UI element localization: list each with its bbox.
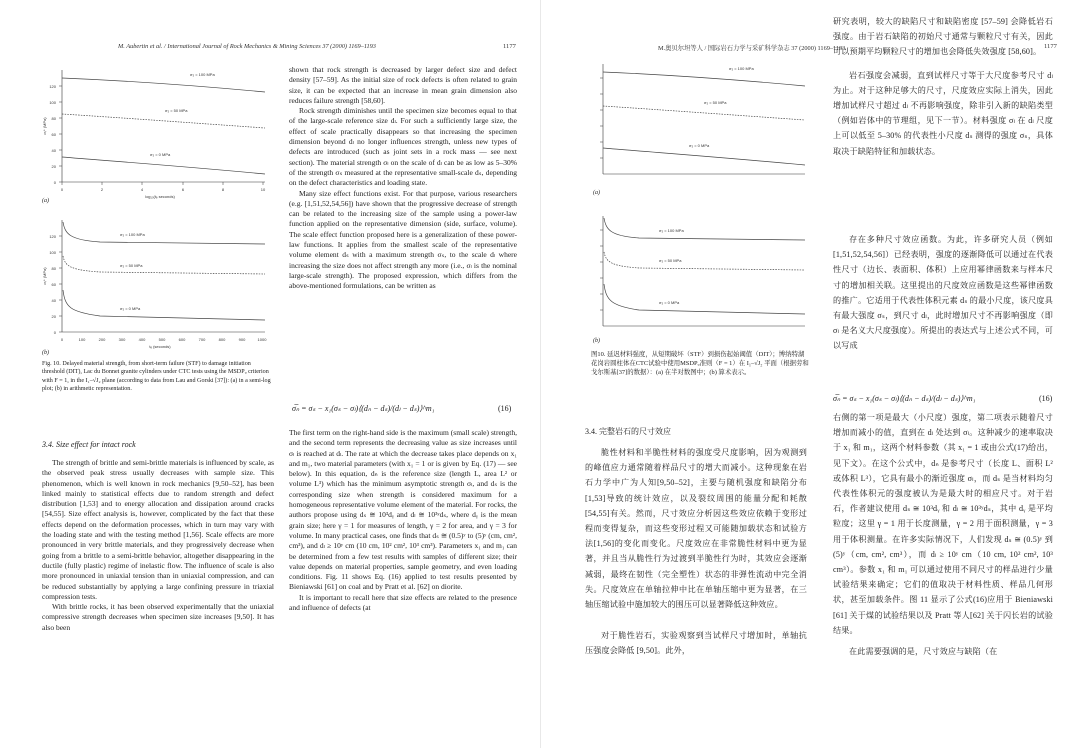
paragraph: It is important to recall here that size effects are related to the presence and influence of defects (at [289, 592, 517, 613]
equation-16: σ̅ₙ = σₛ − x₁(σₛ − σₗ)⟨(dₙ − dₛ)/(dₗ − dₛ)⟩^m₁ [833, 394, 976, 403]
paragraph: 存在多种尺寸效应函数。为此，许多研究人员（例如 [1,51,52,54,56]）已经表明，强度的逐渐降低可以通过在代表性尺寸（边长、表面积、体积）上应用幂律函数来与样本尺寸的增加相关联。这里提出的尺度效应函数是这些幂律函数的推广。它适用于代表性体积元素 dₛ 的最小尺度，该尺度具有最大强度 σₛ，到尺寸 dₗ，此时增加尺寸不再影响强度（即 σₗ 是名义大尺度强度）。所提出的表达式与上述公式不同，可以写成 [833, 235, 1053, 351]
curve-label: σ₃ = 0 MPa [659, 300, 680, 305]
x-tick: 300 [118, 337, 126, 342]
curve-0mpa [62, 157, 265, 174]
figure-10-panel-b-cn [589, 210, 807, 338]
page-number: 1177 [503, 43, 516, 50]
x-tick: 0 [60, 337, 64, 342]
x-tick: 4 [140, 187, 144, 192]
curve-label: σ₃ = 0 MPa [689, 143, 710, 148]
x-tick: 6 [181, 187, 185, 192]
curve-0mpa [603, 148, 805, 165]
x-tick: 2 [100, 187, 104, 192]
figure-caption: Fig. 10. Delayed material strength, from short-term failure (STF) to damage initiation threshold (DIT), Lac du Bonnet granite cylinders under CTC tests using the MSDPᵤ criterion with F = 1, in the I₁–√J₂ plane (according to data from Lau and Gorski [37]): (a) in a semi-log plot; (b) in arithmetic representation. [42, 361, 271, 392]
running-head: M.奥贝尔坦等人 / 国际岩石力学与采矿科学杂志 37 (2000) 1169–1193 [658, 45, 846, 52]
panel-b-plot [589, 210, 807, 338]
panel-b-label: (b) [42, 350, 49, 356]
paragraph: 在此需要强调的是，尺寸效应与缺陷（在 [849, 647, 998, 657]
y-tick: 60 [51, 132, 56, 137]
panel-a-label: (a) [42, 198, 49, 204]
equation-16: σ̅ₙ = σₛ − x₁(σₛ − σₗ)⟨(dₙ − dₛ)/(dₗ − dₛ)⟩^m₁ [292, 404, 435, 413]
curve-label: σ₃ = 100 MPa [190, 72, 215, 77]
y-tick: 100 [49, 250, 56, 255]
column-2-top-body [833, 14, 1053, 159]
figure-10-panel-a [40, 62, 270, 197]
running-head: M. Aubertin et al. / International Journal of Rock Mechanics & Mining Sciences 37 (2000) 1169–1193 [118, 43, 376, 50]
y-axis-label: σₜ* (MPa) [42, 267, 47, 285]
x-tick: 800 [218, 337, 226, 342]
curve-100mpa [604, 218, 805, 240]
y-tick: 20 [51, 164, 56, 169]
y-tick: 40 [51, 298, 56, 303]
y-tick: 100 [49, 100, 56, 105]
curve-50mpa [63, 256, 265, 274]
column-2-mid-body [833, 232, 1053, 354]
panel-a-plot [589, 58, 807, 186]
paragraph: The first term on the right-hand side is the maximum (small scale) strength, and the second term represents the decreasing value as size increases until σₗ is reached at dₗ. The rate at which the decrease takes place depends on x₁ and m₁, two material parameters (with x₁ = 1 or is given by Eq. (17) — see below). In this equation, dₙ is the reference size (length L, area L² or volume L³) which has the minimum asymptotic strength σₗ, and dₛ is the corresponding size when strength is considered maximum for a homogeneous representative volume element of the material. For rocks, the authors propose using dₛ ≅ 10³dᵧ and dₗ ≅ 10³ʸdₛ, where dᵧ is the mean grain size; here γ = 1 for measures of length, γ = 2 for area, and γ = 3 for volume. In many practical cases, one finds that dₛ ≅ (0.5)ʸ to (5)ʸ (cm, cm², cm³), and dₗ ≥ 10ʸ cm (10 cm, 10² cm², 10³ cm³). Parameters x₁ and m₁ can be determined from a few test results with samples of different size; their value depends on material properties, sample geometry, and even loading conditions. Fig. 11 shows Eq. (16) applied to test results presented by Bieniawski [61] on coal and by Pratt et al. [62] on diorite. [289, 428, 517, 592]
y-tick: 120 [49, 84, 56, 89]
curve-100mpa [63, 222, 265, 244]
x-tick: 8 [221, 187, 225, 192]
x-tick: 10 [260, 187, 266, 192]
curve-100mpa [603, 72, 805, 86]
column-1-body [42, 458, 274, 633]
x-tick: 700 [198, 337, 206, 342]
section-heading: 3.4. 完整岩石的尺寸效应 [585, 427, 671, 436]
x-tick: 500 [158, 337, 166, 342]
panel-a-label: (a) [593, 190, 600, 196]
section-heading: 3.4. Size effect for intact rock [42, 440, 136, 449]
panel-b-plot [40, 212, 270, 347]
paragraph: shown that rock strength is decreased by larger defect size and defect density [57–59]. As the initial size of rock defects is often related to grain size, it can be expected that an increase in mean grain dimension also reduces failure strength [58,60]. [289, 65, 517, 105]
y-tick: 120 [49, 234, 56, 239]
curve-label: σ₃ = 100 MPa [729, 66, 754, 71]
column-2-top-body [289, 65, 517, 292]
column-1-body [585, 445, 807, 659]
y-tick: 0 [53, 180, 56, 185]
panel-a-plot [40, 62, 270, 197]
x-tick: 400 [138, 337, 146, 342]
y-tick: 80 [51, 266, 56, 271]
curve-label: σ₃ = 0 MPa [120, 306, 141, 311]
x-tick: 1000 [257, 337, 267, 342]
paragraph: 研究表明，较大的缺陷尺寸和缺陷密度 [57–59] 会降低岩石强度。由于岩石缺陷的初始尺寸通常与颗粒尺寸有关，因此可以预期平均颗粒尺寸的增加也会降低失效强度 [58,60]。 [833, 17, 1053, 57]
curve-label: σ₃ = 100 MPa [659, 228, 684, 233]
figure-10-panel-a-cn [589, 58, 807, 186]
x-tick: 200 [98, 337, 106, 342]
curve-label: σ₃ = 50 MPa [120, 263, 143, 268]
y-tick: 60 [51, 282, 56, 287]
paragraph: 右侧的第一项是最大（小尺度）强度，第二项表示随着尺寸增加而减小的值，直到在 dₗ 处达到 σₗ。这种减少的速率取决于 x₁ 和 m₁，这两个材料参数（其 x₁ = 1 或由公式(17)给出，见下文）。在这个公式中，dₙ 是参考尺寸（长度 L、面积 L² 或体积 L³），它具有最小的渐近强度 σₗ，而 dₛ 是当材料均匀代表性体积元的强度被认为是最大时的相应尺寸。对于岩石，作者建议使用 dₛ ≅ 10³dᵧ 和 dₗ ≅ 10³ʸdₛ，其中 dᵧ 是平均粒度；这里 γ = 1 用于长度测量，γ = 2 用于面积测量，γ = 3 用于体积测量。在许多实际情况下，人们发现 dₛ ≅ (0.5)ʸ 到 (5)ʸ（cm, cm², cm³），而 dₗ ≥ 10ʸ cm（10 cm, 10² cm², 10³ cm³）。参数 x₁ 和 m₁ 可以通过使用不同尺寸的样品进行少量试验结果来确定；它们的值取决于材料性质、样品几何形状，甚至加载条件。图 11 显示了公式(16)应用于 Bieniawski [61] 关于煤的试验结果以及 Pratt 等人[62] 关于闪长岩的试验结果。 [833, 413, 1053, 635]
curve-label: σ₃ = 50 MPa [704, 100, 727, 105]
curve-label: σ₃ = 100 MPa [120, 232, 145, 237]
curve-label: σ₃ = 50 MPa [659, 258, 682, 263]
y-tick: 80 [51, 116, 56, 121]
equation-number: (16) [498, 404, 512, 413]
curve-0mpa [604, 284, 805, 314]
paragraph: Many size effect functions exist. For that purpose, various researchers (e.g. [1,51,52,54,56]) have shown that the progressive decrease of strength can be related to the increasing size of the sample using a power-law function applied on the representative dimension (side, surface, volume). The scale effect function proposed here is a generalization of these power-law functions. It applies from the smallest scale of the representative volume element dₛ with a maximum strength σₛ, to the scale dₗ where increasing the size does not affect strength any more (i.e., σₗ is the nominal large-scale strength). The proposed expression, which differs from the above-mentioned formulations, can be written as [289, 188, 517, 291]
page-number: 1177 [1044, 43, 1057, 50]
x-axis-label: log₁₀(tₑ seconds) [145, 194, 175, 199]
y-tick: 40 [51, 148, 56, 153]
equation-number: (16) [1039, 394, 1053, 403]
x-tick: 600 [178, 337, 186, 342]
figure-caption: 图10. 延迟材料强度，从短期破坏（STF）到损伤起始阈值（DIT）；博纳特湖花岗岩圆柱体在CTC试验中使用MSDPᵤ准则（F = 1）在 I₁–√J₂ 平面（根据劳和戈尔斯基[37]的数据）：(a) 在半对数图中；(b) 算术表示。 [591, 351, 809, 376]
curve-50mpa [603, 106, 805, 120]
x-tick: 100 [78, 337, 86, 342]
y-tick: 0 [53, 330, 56, 335]
y-tick: 20 [51, 314, 56, 319]
x-axis-label: tₑ (seconds) [149, 344, 171, 349]
curve-100mpa [62, 78, 265, 92]
curve-label: σ₃ = 50 MPa [165, 108, 188, 113]
right-page-chinese [540, 0, 1080, 748]
curve-0mpa [63, 290, 265, 320]
x-tick: 0 [60, 187, 64, 192]
curve-50mpa [604, 252, 805, 270]
y-axis-label: σₜ* (MPa) [42, 117, 47, 135]
figure-10-panel-b [40, 212, 270, 347]
curve-50mpa [62, 114, 265, 128]
paragraph: 岩石强度会减弱，直到试样尺寸等于大尺度参考尺寸 dₗ 为止。对于这种足够大的尺寸，尺度效应实际上消失，因此增加试样尺寸超过 dₗ 不再影响强度，除非引入新的缺陷类型（例如岩体中的节理组，见下一节）。材料强度 σₗ 在 dₗ 尺度上可以低至 5–30% 的代表性小尺度 dₛ 测得的强度 σₛ，具体取决于缺陷特征和加载状态。 [833, 70, 1053, 156]
paragraph: The strength of brittle and semi-brittle materials is influenced by scale, as the observed peak stress usually decreases with sample size. This phenomenon, which is well known in rock mechanics [9,50–52], has been linked mainly to statistical effects due to random strength and defect distribution [1,53] and to energy allocation and dissipation around cracks [54,55]. Size effect analysis is, however, complicated by the fact that these effects depend on the deformation processes, which in turn may vary with the loading state and with the testing method [1,56]. Scale effects are more pronounced in very brittle materials, and they progressively decrease when going from a brittle to a semi-brittle behavior, altogether disappearing in the ductile (fully plastic) regime of inelastic flow. The influence of scale is also more pronounced in uniaxial tension than in uniaxial compression, and can be reduced substantially by applying a large confining pressure in triaxial compression tests. [42, 458, 274, 601]
x-tick: 900 [238, 337, 246, 342]
panel-b-label: (b) [593, 338, 600, 344]
column-2-bottom-body [289, 428, 517, 613]
paragraph: 对于脆性岩石，实验观察到当试样尺寸增加时，单轴抗压强度会降低 [9,50]。此外， [585, 631, 807, 656]
paragraph: With brittle rocks, it has been observed experimentally that the uniaxial compressive strength decreases when specimen size increases [9,50]. It has also been [42, 602, 274, 632]
curve-label: σ₃ = 0 MPa [150, 152, 171, 157]
column-2-bottom-body [833, 410, 1053, 659]
paragraph: Rock strength diminishes until the specimen size becomes equal to that of the large-scale reference size dₗ. For such a sufficiently large size, the effect of scale practically disappears so that increasing the specimen dimension beyond dₗ no longer influences strength, unless new types of defects are introduced (such as joint sets in a rock mass — see next section). The material strength σₗ on the scale of dₗ can be as low as 5–30% of the strength σₛ measured at the representative small-scale dₛ, depending on the defect characteristics and loading state. [289, 106, 517, 188]
paragraph: 脆性材料和半脆性材料的强度受尺度影响，因为观测到的峰值应力通常随着样品尺寸的增大而减小。这种现象在岩石力学中广为人知[9,50–52]，主要与随机强度和缺陷分布[1,53]导致的统计效应，以及裂纹周围的能量分配和耗散[54,55]有关。然而，尺寸效应分析因这些效应依赖于变形过程而变得复杂，而这些变形过程又可能随加载状态和试验方法[1,56]的变化而变化。尺度效应在非常脆性材料中更为显著，并且当从脆性行为过渡到半脆性行为时，其效应会逐渐减弱，最终在韧性（完全塑性）状态的非弹性流动中完全消失。尺度效应在单轴拉伸中比在单轴压缩中更为显著，在三轴压缩试验中施加较大的围压可以显著降低这种效应。 [585, 448, 807, 610]
